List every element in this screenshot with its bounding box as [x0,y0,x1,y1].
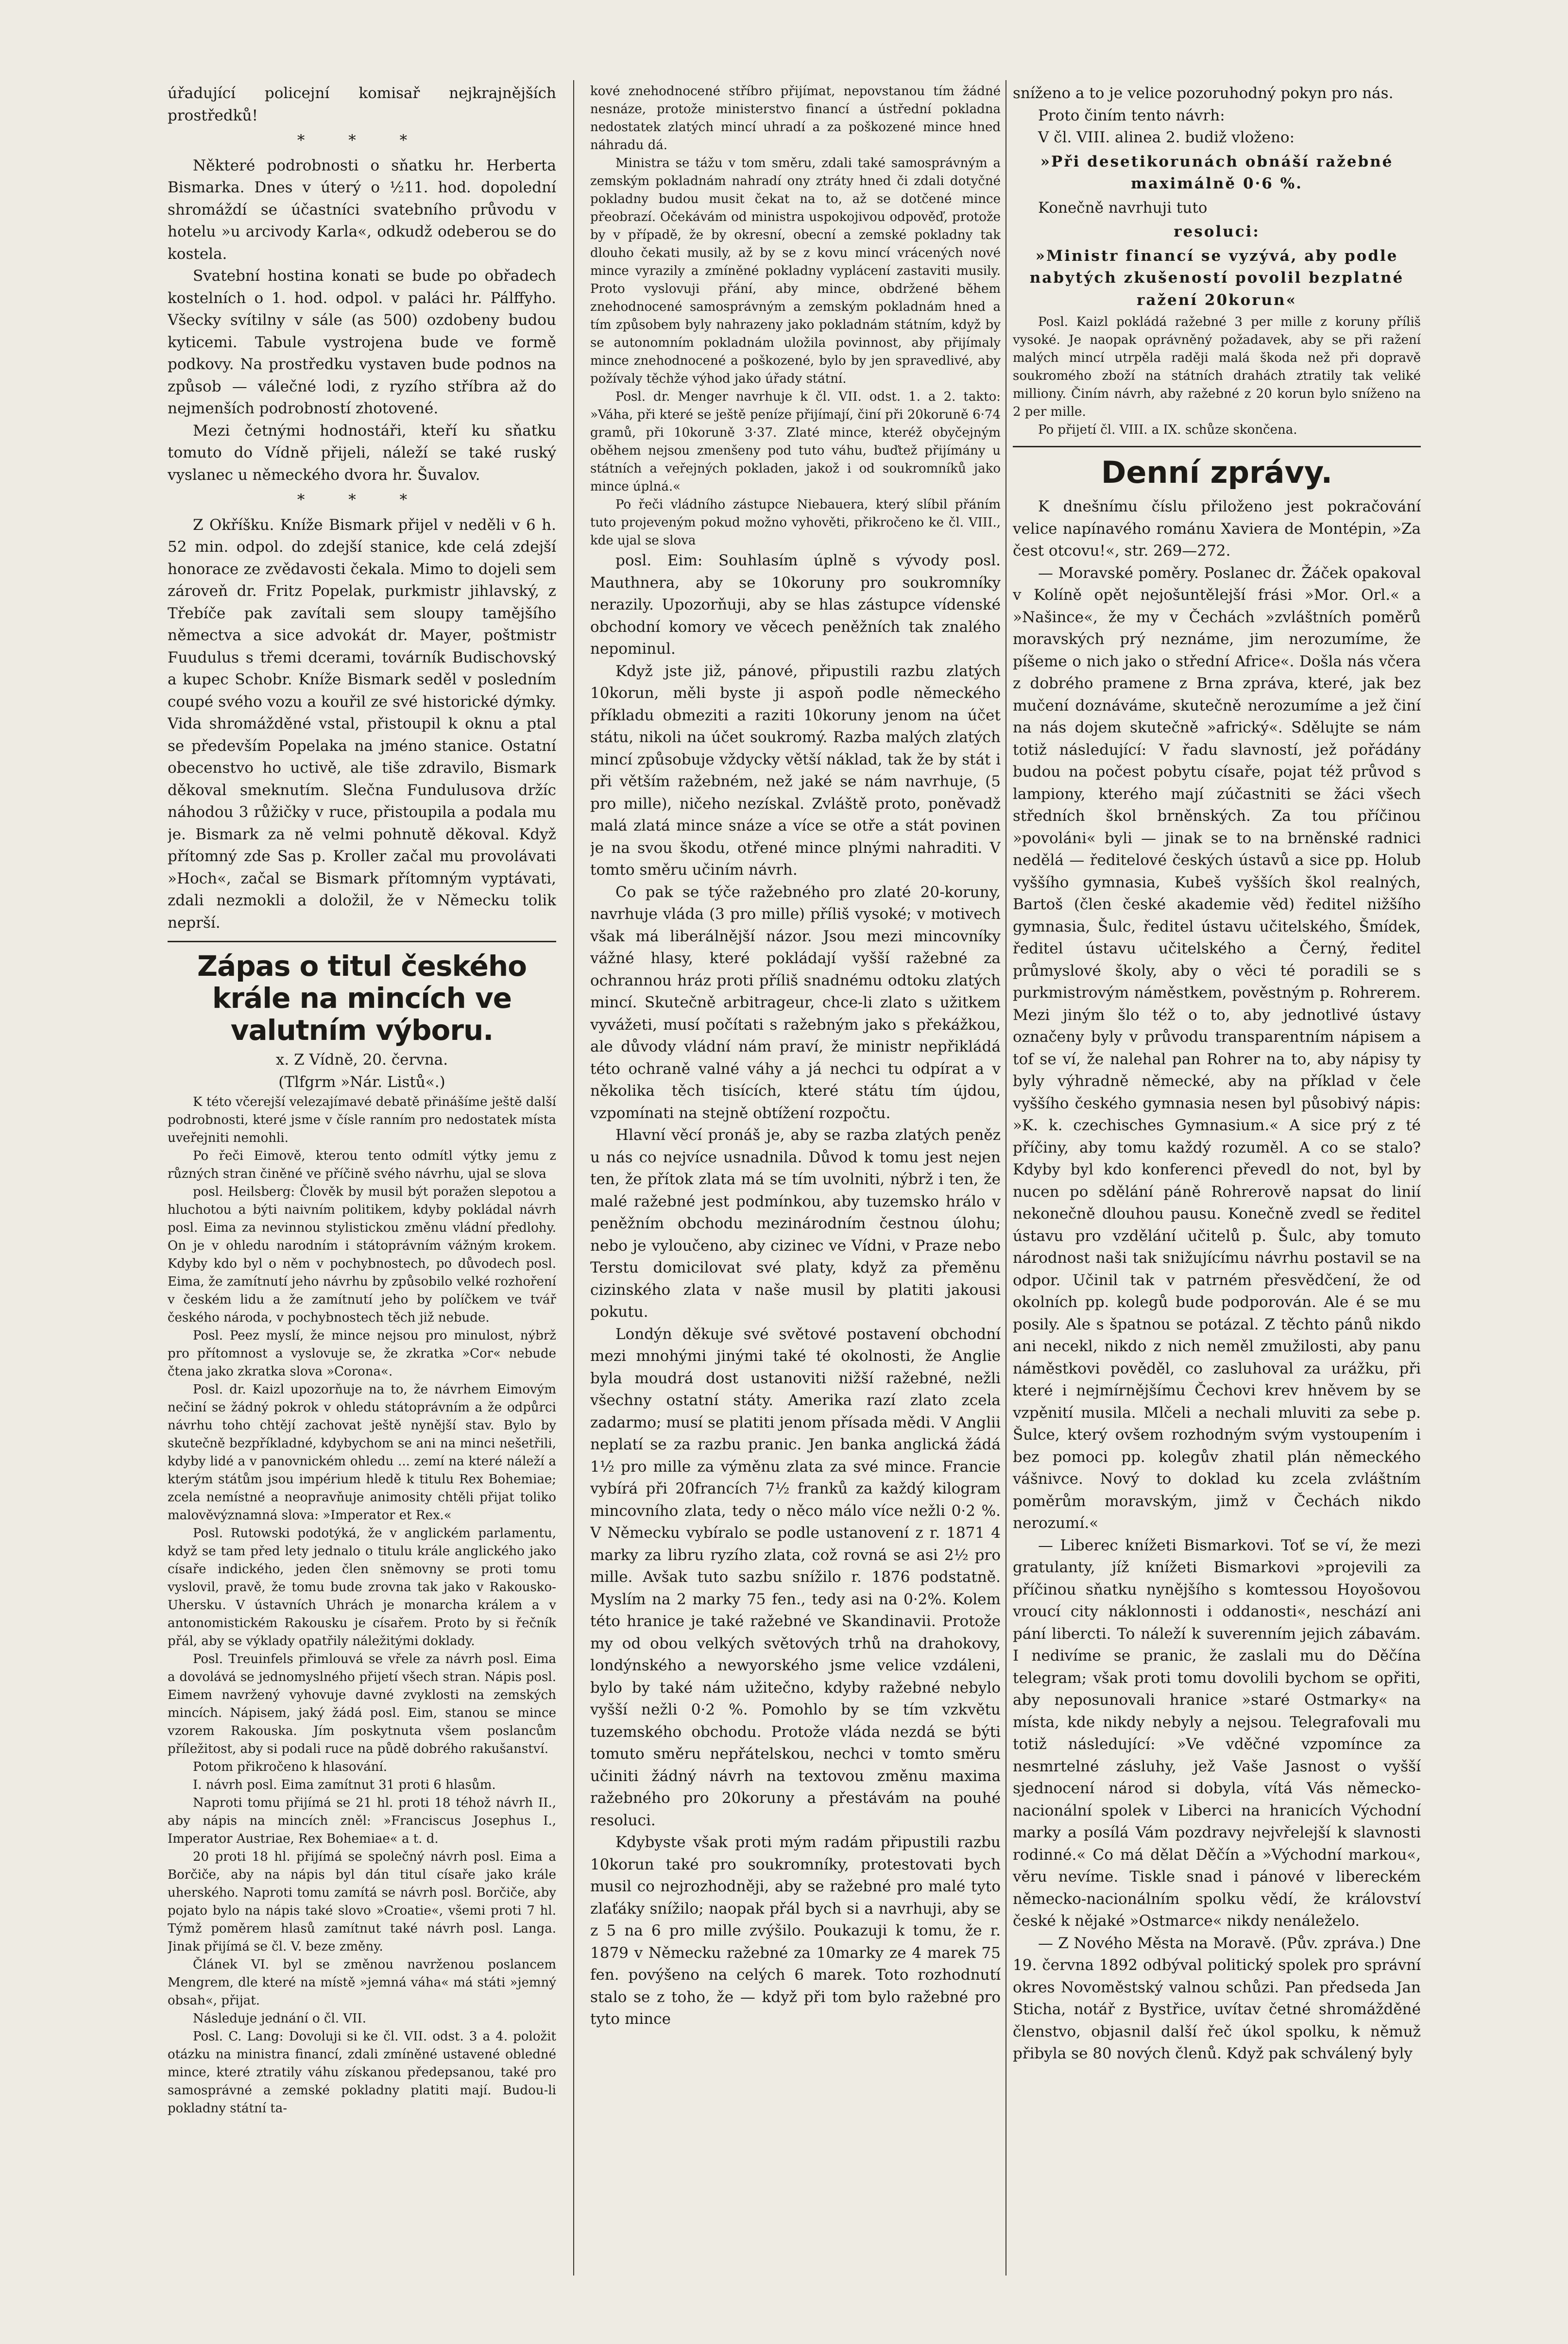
article-headline: Zápas o titul českého krále na mincích ve valutním výboru. [197,950,527,1047]
article-paragraph: Potom přikročeno k hlasování. [193,1760,388,1774]
article-paragraph: Když jste již, pánové, připustili razbu zlatých 10korun, měli byste ji aspoň podle německého příkladu obmeziti a raziti 10koruny jenom na účet státu, nikoli na účet soukromý. Razba malých zlatých mincí způsobuje vždycky větší náklad, tak že by stát i při větším ražebném, než jaké se nám navrhuje, (5 pro mille), ničeho nezískal. Zvláště proto, poněvadž malá zlatá mince snáze a více se otře a stát povinen je na svou škodu, otřené mince plnými nahraditi. V tomto směru učiním návrh. [590,662,1001,879]
article-paragraph: Co pak se týče ražebného pro zlaté 20-koruny, navrhuje vláda (3 pro mille) příliš vysoké; v motivech však má liberálnější názor. Jsou mezi mincovníky vážné hlasy, které pokládají vyšší ražebné za ochrannou hráz proti příliš snadnému odtoku zlatých mincí. Skutečně arbitrageur, chce-li zlato s užitkem vyvážeti, musí počítati s ražebným jako s překážkou, ale důvody vládní nám praví, že ministr nepřikládá této ochraně valné váhy a já nechci tu odpírat a v několika těch tisících, které státu tím újdou, vzpomínati na stejně obtížení rozpočtu. [590,883,1001,1122]
article-paragraph: Posl. Treuinfels přimlouvá se vřele za návrh posl. Eima a dovolává se jednomyslného přijetí všech stran. Nápis posl. Eimem navržený vyhovuje davné zvyklosti na zemských mincích. Nápisem, jaký žádá posl. Eim, stanou se mince vzorem Rakouska. Jím poskytnuta všem poslancům příležitost, aby si podali ruce na půdě dobrého rakušanství. [168,1652,556,1756]
article-paragraph: Hlavní věcí pronáš je, aby se razba zlatých peněz u nás co nejvíce usnadnila. Důvod k tomu jest nejen ten, že přítok zlata má se tím uvolniti, nýbrž i ten, že malé ražebné jest podmínkou, aby tuzemsko hrálo v peněžním obchodu mezinárodním čestnou úlohu; nebo je vyloučeno, aby cizinec ve Vídni, v Praze nebo Terstu domicilovat své platy, když za přeměnu cizinského zlata v naše musil by platiti jakousi pokutu. [590,1126,1001,1321]
article-paragraph: Posl. Peez myslí, že mince nejsou pro minulost, nýbrž pro přítomnost a vyslovuje se, že zkratka »Cor« nebude čtena jako zkratka slova »Corona«. [168,1328,556,1379]
proposal-article: V čl. VIII. alinea 2. budiž vloženo: [1038,129,1295,146]
column-middle [590,83,1001,2278]
okrizka-paragraph: Z Okříšku. Kníže Bismark přijel v neděli v 6 h. 52 min. odpol. do zdejší stanice, kde celá zdejší honorace ze zvědavosti čekala. Mimo to dojeli sem zároveň dr. Fritz Popelak, purkmistr jihlavský, z Třebíče pak zavítali sem sloupy tamějšího němectva a sice advokát dr. Mayer, poštmistr Fuudulus s třemi dcerami, továrník Budischovský a kupec Schobr. Kníže Bismark seděl v posledním coupé svého vozu a kouřil ze své historické dýmky. Vida shromážděné vstal, přistoupil k oknu a ptal se především Popelaka na jméno stanice. Ostatní obecenstvo ho uctivě, ale tiše zdravilo, Bismark děkoval smeknutím. Slečna Fundulusova držíc náhodou 3 růžičky v ruce, přistoupila a podala mu je. Bismark za ně velmi pohnutě děkoval. Když přítomný zde Sas p. Kroller začal mu provolávati »Hoch«, začal se Bismark přítomným vyptávati, zdali nezmokli a doložil, že v Německu tolik neprší. [168,516,556,932]
section-headline: Denní zprávy. [1101,455,1333,490]
article-paragraph: sníženo a to je velice pozoruhodný pokyn pro nás. [1013,85,1394,102]
article-paragraph: Posl. Kaizl pokládá ražebné 3 per mille z koruny příliš vysoké. Je naopak oprávněný požadavek, aby se při ražení malých mincí utrpěla raději malá škoda než při dopravě soukromého zboží na státních drahách ztratily tak veliké milliony. Činím návrh, aby ražebné z 20 korun bylo sníženo na 2 per mille. [1013,315,1421,419]
intro-line: úřadující policejní komisař nejkrajnějších prostředků! [168,85,556,124]
article-paragraph: Článek VI. byl se změnou navrženou poslancem Mengrem, dle které na místě »jemná váha« má státi »jemný obsah«, přijat. [168,1957,556,2008]
article-paragraph: Následuje jednání o čl. VII. [193,2011,366,2026]
column-rule-1 [573,80,574,2276]
article-paragraph: 20 proti 18 hl. přijímá se společný návrh posl. Eima a Borčiče, aby na nápis byl dán titul císaře jako krále uherského. Naproti tomu zamítá se návrh posl. Borčiče, aby pojato bylo na nápis také slovo »Croatie«, všemi proti 7 hl. Týmž poměrem hlasů zamítnut také návrh posl. Langa. Jinak přijímá se čl. V. beze změny. [168,1850,556,1954]
article-paragraph: Posl. C. Lang: Dovoluji si ke čl. VII. odst. 3 a 4. položit otázku na ministra financí, zdali zmíněné ustavené obledné mince, které ztratily váhu získanou předepsanou, také pro samosprávné a zemské pokladny platiti mají. Budou-li pokladny státní ta- [168,2029,556,2116]
article-paragraph: Kdybyste však proti mým radám připustili razbu 10korun také pro soukromníky, protestovati bych musil co nejrozhodněji, aby se ražebné pro malé tyto zlaťáky snížilo; naopak přál bych si a navrhuji, aby se z 5 na 6 pro mille zvýšilo. Poukazuji k tomu, že r. 1879 v Německu ražebné za 10marky ze 4 marek 75 fen. povýšeno na celých 6 marek. Toto rozhodnutí stalo se z toho, že — když při tom bylo ražebné pro tyto mince [590,1834,1001,2028]
article-divider [168,941,556,942]
news-paragraph: — Z Nového Města na Moravě. (Pův. zpráva.) Dne 19. června 1892 odbýval politický spolek pro správní okres Novoměstský valnou schůzi. Pan předseda Jan Sticha, notář z Bystřice, uvítav četné shromážděné členstvo, objasnil další řeč úkol spolku, k němuž přibyla se 80 nových členů. Když pak schválený byly [1013,1934,1421,2062]
article-divider [1013,446,1421,447]
resolution-heading: resoluci: [1174,223,1260,240]
article-paragraph: Ministra se tážu v tom směru, zdali také samosprávným a zemským pokladnám nahradí ony ztráty hned či zdali dotyčné pokladny budou musit čekat na to, až se dotčené mince přeobrazí. Očekávám od ministra uspokojivou odpověď, protože by v případě, že by okresní, obecní a zemské pokladny tak dlouho čekati musily, až by se z kovu mincí vrácených nové mince vyrazily a zmíněné pokladny vyplácení zastaviti musily. Proto vyslovuji přání, aby mince, obdržené během znehodnocené samosprávným a zemským pokladnám hned a tím způsobem byly nahrazeny jako pokladnám státním, když by se autonomním pokladnám uložila povinnost, aby přijímaly mince znehodnocené a poškozené, bylo by jen spravedlivé, aby požívaly těchže výhod jako úřady státní. [590,156,1001,386]
wedding-paragraph: Některé podrobnosti o sňatku hr. Herberta Bismarka. Dnes v úterý o ½11. hod. dopolední shromáždí se účastníci svatebního průvodu v hotelu »u arcivody Karla«, odkudž odeberou se do kostela. [168,156,556,263]
proposal-intro: Proto činím tento návrh: [1038,106,1225,124]
column-right [1013,83,1421,2278]
section-separator: * * * [297,491,427,509]
banquet-paragraph: Svatební hostina konati se bude po obřadech kostelních o 1. hod. odpol. v paláci hr. Pálffyho. Všecky svítilny v sále (as 500) ozdobeny budou kyticemi. Tabule vystrojena bude ve formě podkovy. Na prostředku vystaven bude podnos na způsob — válečné lodi, z ryzího stříbra až do nejmenších podrobností zhotovené. [168,267,556,417]
article-paragraph: Po řeči vládního zástupce Niebauera, který slíbil přáním tuto projeveným pokud možno vyhověti, přikročeno ke čl. VIII., kde ujal se slova [590,497,1001,548]
article-paragraph: posl. Heilsberg: Člověk by musil být poražen slepotou a hluchotou a býti naivním politikem, kdyby pokládal návrh posl. Eima za nevinnou stylistickou změnu vládní předlohy. On je v ohledu narodním i státoprávním vážným krokem. Kdyby kdo byl o něm v pochybnostech, po důvodech posl. Eima, že zamítnutí jeho návrhu by způsobilo velké rozhoření v českém lidu a že zamítnutí jeho by políčkem ve tvář českého národa, v pochybnostech těch již nebude. [168,1185,556,1325]
news-paragraph: — Liberec knížeti Bismarkovi. Toť se ví, že mezi gratulanty, jíž knížeti Bismarkovi »projevili za příčinou sňatku nynějšího s komtessou Hoyošovou vroucí city náklonnosti i oddanosti«, neschází ani pání libercti. To náleží k suverenním jejich zábavám. I nedivíme se pranic, že zaslali mu do Děčína telegram; však proti tomu dovolili bychom se opřiti, aby neposunovali hranice »staré Ostmarky« na místa, kde nikdy nebyly a nejsou. Telegrafovali mu totiž následující: »Ve vděčné vzpomínce za nesmrtelné zásluhy, jež Vaše Jasnost o vyšší sjednocení národ si dobyla, vítá Vás německo-nacionální spolek v Liberci na hranicích Východní marky a posílá Vám pozdravy nejvřelejší k slavnosti rodinné.« Co má dělat Děčín a »Východní markou«, věru nevíme. Tiskle snad i pánové v libereckém německo-nacionálním spolku vědí, že království české k nějaké »Ostmarce« nikdy nenáleželo. [1013,1536,1421,1930]
article-dateline: x. Z Vídně, 20. června. [275,1051,448,1069]
article-paragraph: Londýn děkuje své světové postavení obchodní mezi mnohými jinými také té okolnosti, že Anglie byla moudrá dost ustanoviti nižší ražebné, nežli všechny ostatní státy. Amerika razí zlato zcela zadarmo; musí se platiti jenom přísada mědi. V Anglii neplatí se za razbu pranic. Jen banka anglická žádá 1½ pro mille za výměnu zlata za své mince. Francie vybírá při 20francích 7½ franků za každý kilogram mincovního zlata, tedy o něco málo více nežli 0·2 %. V Německu vybíralo se podle ustanovení z r. 1871 4 marky za libru ryzího zlata, což rovná se asi 2½ pro mille. Avšak tuto sazbu snížilo r. 1876 podstatně. Myslím na 2 marky 75 fen., tedy asi na 0·2%. Kolem této hranice je také ražebné ve Skandinavii. Protože my od obou velkých světových trhů na drahokovy, londýnského a newyorského jsme velice vzdáleni, bylo by také nám užitečno, kdyby ražebné nebylo vyšší nežli 0·2 %. Pomohlo by se tím vzkvětu tuzemského obchodu. Protože vláda nezdá se býti tomuto směru nepřátelskou, nechci v tomto směru učiniti žádný návrh na textovou změnu maxima ražebného pro 20koruny a přestávám na pouhé resoluci. [590,1325,1001,1829]
proposal-text: »Při desetikorunách obnáší ražebné maximálně 0·6 %. [1040,153,1394,192]
article-paragraph: Po přijetí čl. VIII. a IX. schůze skončena. [1038,423,1297,437]
column-left [168,83,556,2278]
news-paragraph: K dnešnímu číslu přiloženo jest pokračování velice napínavého románu Xaviera de Montépin, »Za čest otcovu!«, str. 269—272. [1013,498,1421,560]
article-paragraph: I. návrh posl. Eima zamítnut 31 proti 6 hlasům. [193,1778,496,1792]
news-paragraph: — Moravské poměry. Poslanec dr. Žáček opakoval v Kolíně opět nejošuntělejší frási »Mor. Orl.« a »Našince«, že my v Čechách »zvláštních poměrů moravských prý neznáme, jim nerozumíme, že píšeme o nich jako o střední Africe«. Došla nás včera z dobrého pramene z Brna zpráva, které, jak bez mučení doznáváme, skutečně nerozumíme a jež činí na nás dojem skutečně »africký«. Sdělujte se nám totiž následující: V řadu slavností, jež pořádány budou na počest pobytu císaře, pojat též průvod s lampiony, kterého mají zúčastniti se žáci všech středních škol brněnských. Za tou příčinou »povoláni« byli — jinak se to na brněnské radnici nedělá — ředitelové českých ústavů a sice pp. Holub vyššího gymnasia, Kubeš vyšších škol realných, Bartoš (člen české akademie věd) ředitel nižšího gymnasia, Šulc, ředitel ústavu učitelského, Šmídek, ředitel ústavu učitelského a Černý, ředitel průmyslové školy, aby o věci té poradili se s purkmistrovým náměstkem, pověstným p. Rohrerem. Mezi jiným šlo též o to, aby jednotlivé ústavy označeny byly v průvodu transparentním nápisem a tof se ví, že nalehal pan Rohrer na to, aby nápisy ty byly výhradně německé, aby na příklad v čele vyššího českého gymnasia nesen byl působivý nápis: »K. k. czechisches Gymnasium.« A sice prý z té příčiny, aby tomu každý rozuměl. A co se stalo? Kdyby byl kdo konferenci převedl do not, byl by nucen po sdělání páně Rohrerově napsat do linií nekonečně dlouhou pausu. Konečně zvedl se ředitel ústavu pro vzdělání učitelů p. Šulc, aby tomuto národnost naši tak snižujícímu návrhu postavil se na odpor. Učinil tak v patrném přesvědčení, že od okolních pp. kolegů bude podporován. Ale é se mu posily. Ale s špatnou se potázal. Z těchto pánů nikdo ani necekl, nikdo z nich neměl zmužilosti, aby panu náměstkovi pověděl, co zasluhoval za urážku, při které i nejmírnějšímu Čechovi krev hněvem by se vzpěnití musila. Mlčeli a nechali mluviti za sebe p. Šulce, který ovšem rozhodným svým vystoupením i bez pomoci pp. kolegův zhatil plán německého vášnivce. Nový to doklad ku zcela zvláštním poměrům moravským, jimž v Čechách nikdo nerozumí.« [1013,564,1421,1532]
resolution-text: »Ministr financí se vyzývá, aby podle nabytých zkušeností povolil bezplatné ražení 20korun« [1029,247,1404,309]
section-separator: * * * [297,132,427,149]
article-paragraph: Posl. dr. Kaizl upozorňuje na to, že návrhem Eimovým nečiní se žádný pokrok v ohledu státoprávním a že odpůrci návrhu toho chtějí zachovat ještě nynější stav. Bylo by skutečně bezpříkladné, kdybychom se ani na minci nešetřili, kdyby lidé a v panovnickém ohledu ... zemí na které náleží a kterým státům jsou impérium hledě k titulu Rex Bohemiae; zcela nemístné a neopravňuje animosity chtěli přijat toliko malověvýznamná slova: »Imperator et Rex.« [168,1382,556,1523]
article-source: (Tlfgrm »Nár. Listů«.) [278,1073,445,1091]
resolution-intro: Konečně navrhuji tuto [1038,199,1208,217]
article-paragraph: kové znehodnocené stříbro přijímat, nepovstanou tím žádné nesnáze, protože ministerstvo financí a ústřední pokladna nedostatek zlatých mincí uhradí a za poškozené mince hned náhradu dá. [590,84,1001,153]
article-paragraph: Po řeči Eimově, kterou tento odmítl výtky jemu z různých stran činěné ve příčině svého návrhu, ujal se slova [168,1149,556,1181]
guests-paragraph: Mezi četnými hodnostáři, kteří ku sňatku tomuto do Vídně přijeli, náleží se také ruský vyslanec u německého dvora hr. Šuvalov. [168,422,556,484]
article-paragraph: K této včerejší velezajímavé debatě přinášíme ještě další podrobnosti, které jsme v čísle ranním pro nedostatek místa uveřejniti nemohli. [168,1095,556,1145]
article-paragraph: Naproti tomu přijímá se 21 hl. proti 18 téhož návrh II., aby nápis na mincích zněl: »Franciscus Josephus I., Imperator Austriae, Rex Bohemiae« a t. d. [168,1796,556,1846]
article-paragraph: Posl. Rutowski podotýká, že v anglickém parlamentu, když se tam před lety jednalo o titulu krále anglického jako císaře indického, jeden člen sněmovny se proti tomu vyslovil, pravě, že tomu bude zrovna tak jako v Rakousko-Uhersku. V ústavních Uhrách je monarcha králem a v antonomistickém Rakousku je císařem. Proto by si řečník přál, aby se výklady opatřily náležitými doklady. [168,1526,556,1648]
article-paragraph: posl. Eim: Souhlasím úplně s vývody posl. Mauthnera, aby se 10koruny pro soukromníky nerazily. Upozorňuji, aby se hlas zástupce vídenské obchodní komory ve věcech peněžních tak znalého nepominul. [590,552,1001,658]
article-paragraph: Posl. dr. Menger navrhuje k čl. VII. odst. 1. a 2. takto: »Váha, při které se ještě peníze přijímají, činí při 20koruně 6·74 gramů, při 10koruně 3·37. Zlaté mince, kteréž obyčejným oběhem nejsou zmenšeny pod tuto váhu, buďtež přijímány u státních a veřejných pokladen, jakož i od soukromníků jako mince úplná.« [590,390,1001,494]
